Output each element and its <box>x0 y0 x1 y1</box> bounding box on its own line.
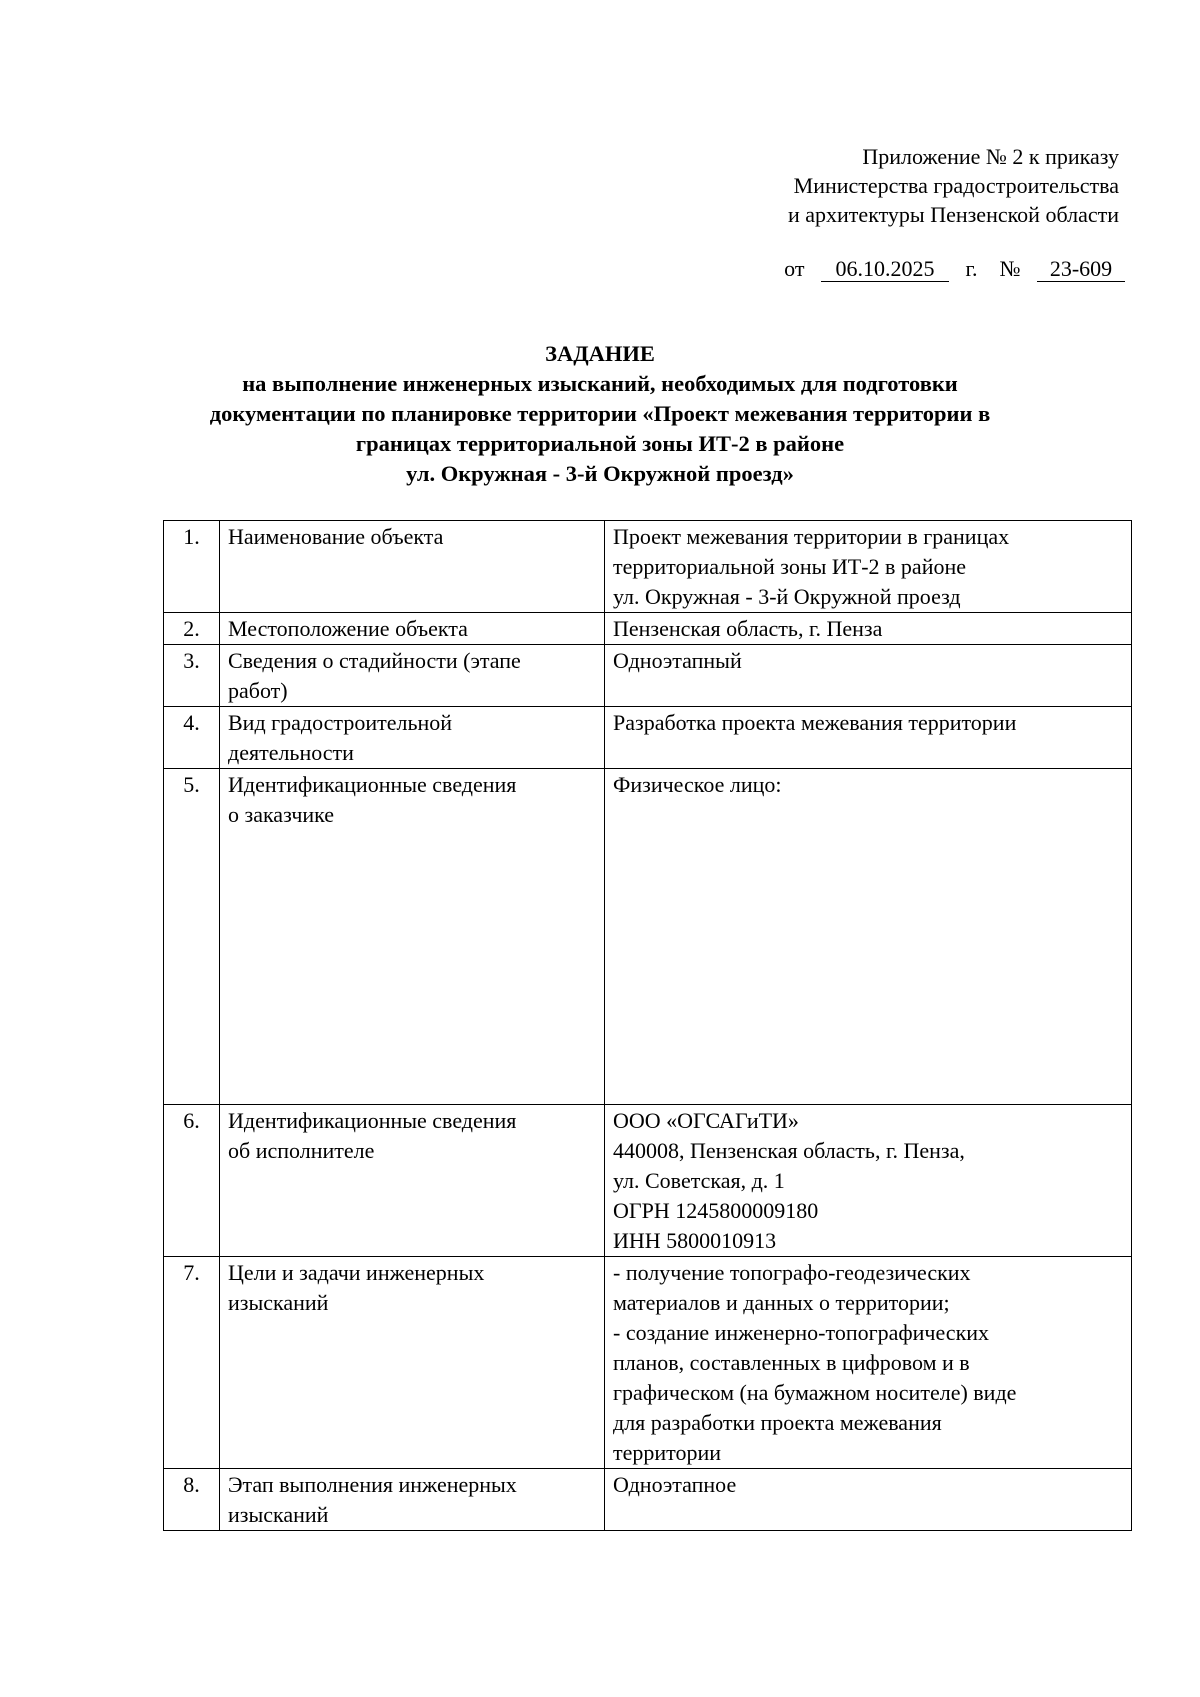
order-year-suffix: г. <box>965 256 978 281</box>
order-reference <box>784 255 1125 283</box>
row-value: Пензенская область, г. Пенза <box>605 613 1132 645</box>
row-value: ООО «ОГСАГиТИ» 440008, Пензенская область, г. Пенза, ул. Советская, д. 1 ОГРН 1245800009180 ИНН 5800010913 <box>605 1105 1132 1257</box>
table-row <box>164 521 1132 613</box>
row-value: Разработка проекта межевания территории <box>605 707 1132 769</box>
table-row <box>164 1257 1132 1469</box>
order-number: 23-609 <box>1037 257 1125 282</box>
row-value: Проект межевания территории в границах территориальной зоны ИТ-2 в районе ул. Окружная - 3-й Окружной проезд <box>605 521 1132 613</box>
row-number: 7. <box>164 1257 220 1469</box>
table-row <box>164 1469 1132 1531</box>
row-value: - получение топографо-геодезических материалов и данных о территории; - создание инженерно-топографических планов, составленных в цифровом и в графическом (на бумажном носителе) виде для разработки проекта межевания территории <box>605 1257 1132 1469</box>
order-date: 06.10.2025 <box>821 257 949 282</box>
row-number: 1. <box>164 521 220 613</box>
appendix-header <box>599 142 1119 229</box>
table-row <box>164 769 1132 1105</box>
row-label: Сведения о стадийности (этапе работ) <box>220 645 605 707</box>
document-title <box>0 339 1200 489</box>
row-label: Вид градостроительной деятельности <box>220 707 605 769</box>
table-row <box>164 613 1132 645</box>
row-number: 4. <box>164 707 220 769</box>
title-line: ул. Окружная - 3-й Окружной проезд» <box>406 461 794 486</box>
row-value: Одноэтапное <box>605 1469 1132 1531</box>
appendix-line: Приложение № 2 к приказу <box>862 144 1119 169</box>
row-label: Местоположение объекта <box>220 613 605 645</box>
row-label: Цели и задачи инженерных изысканий <box>220 1257 605 1469</box>
row-value: Физическое лицо: <box>605 769 1132 1105</box>
row-number: 3. <box>164 645 220 707</box>
order-prefix: от <box>784 256 805 281</box>
row-label: Идентификационные сведения о заказчике <box>220 769 605 1105</box>
row-label: Этап выполнения инженерных изысканий <box>220 1469 605 1531</box>
task-table <box>163 520 1132 1531</box>
title-line: на выполнение инженерных изысканий, необходимых для подготовки <box>242 371 958 396</box>
order-number-sign: № <box>999 256 1021 281</box>
table-row <box>164 645 1132 707</box>
appendix-line: Министерства градостроительства <box>793 173 1119 198</box>
row-number: 2. <box>164 613 220 645</box>
row-value: Одноэтапный <box>605 645 1132 707</box>
row-label: Наименование объекта <box>220 521 605 613</box>
row-label: Идентификационные сведения об исполнителе <box>220 1105 605 1257</box>
title-line: границах территориальной зоны ИТ-2 в районе <box>355 431 845 456</box>
row-number: 6. <box>164 1105 220 1257</box>
appendix-line: и архитектуры Пензенской области <box>788 202 1119 227</box>
row-number: 5. <box>164 769 220 1105</box>
title-heading: ЗАДАНИЕ <box>545 341 655 366</box>
row-number: 8. <box>164 1469 220 1531</box>
table-row <box>164 707 1132 769</box>
title-line: документации по планировке территории «Проект межевания территории в <box>209 401 991 426</box>
table-row <box>164 1105 1132 1257</box>
